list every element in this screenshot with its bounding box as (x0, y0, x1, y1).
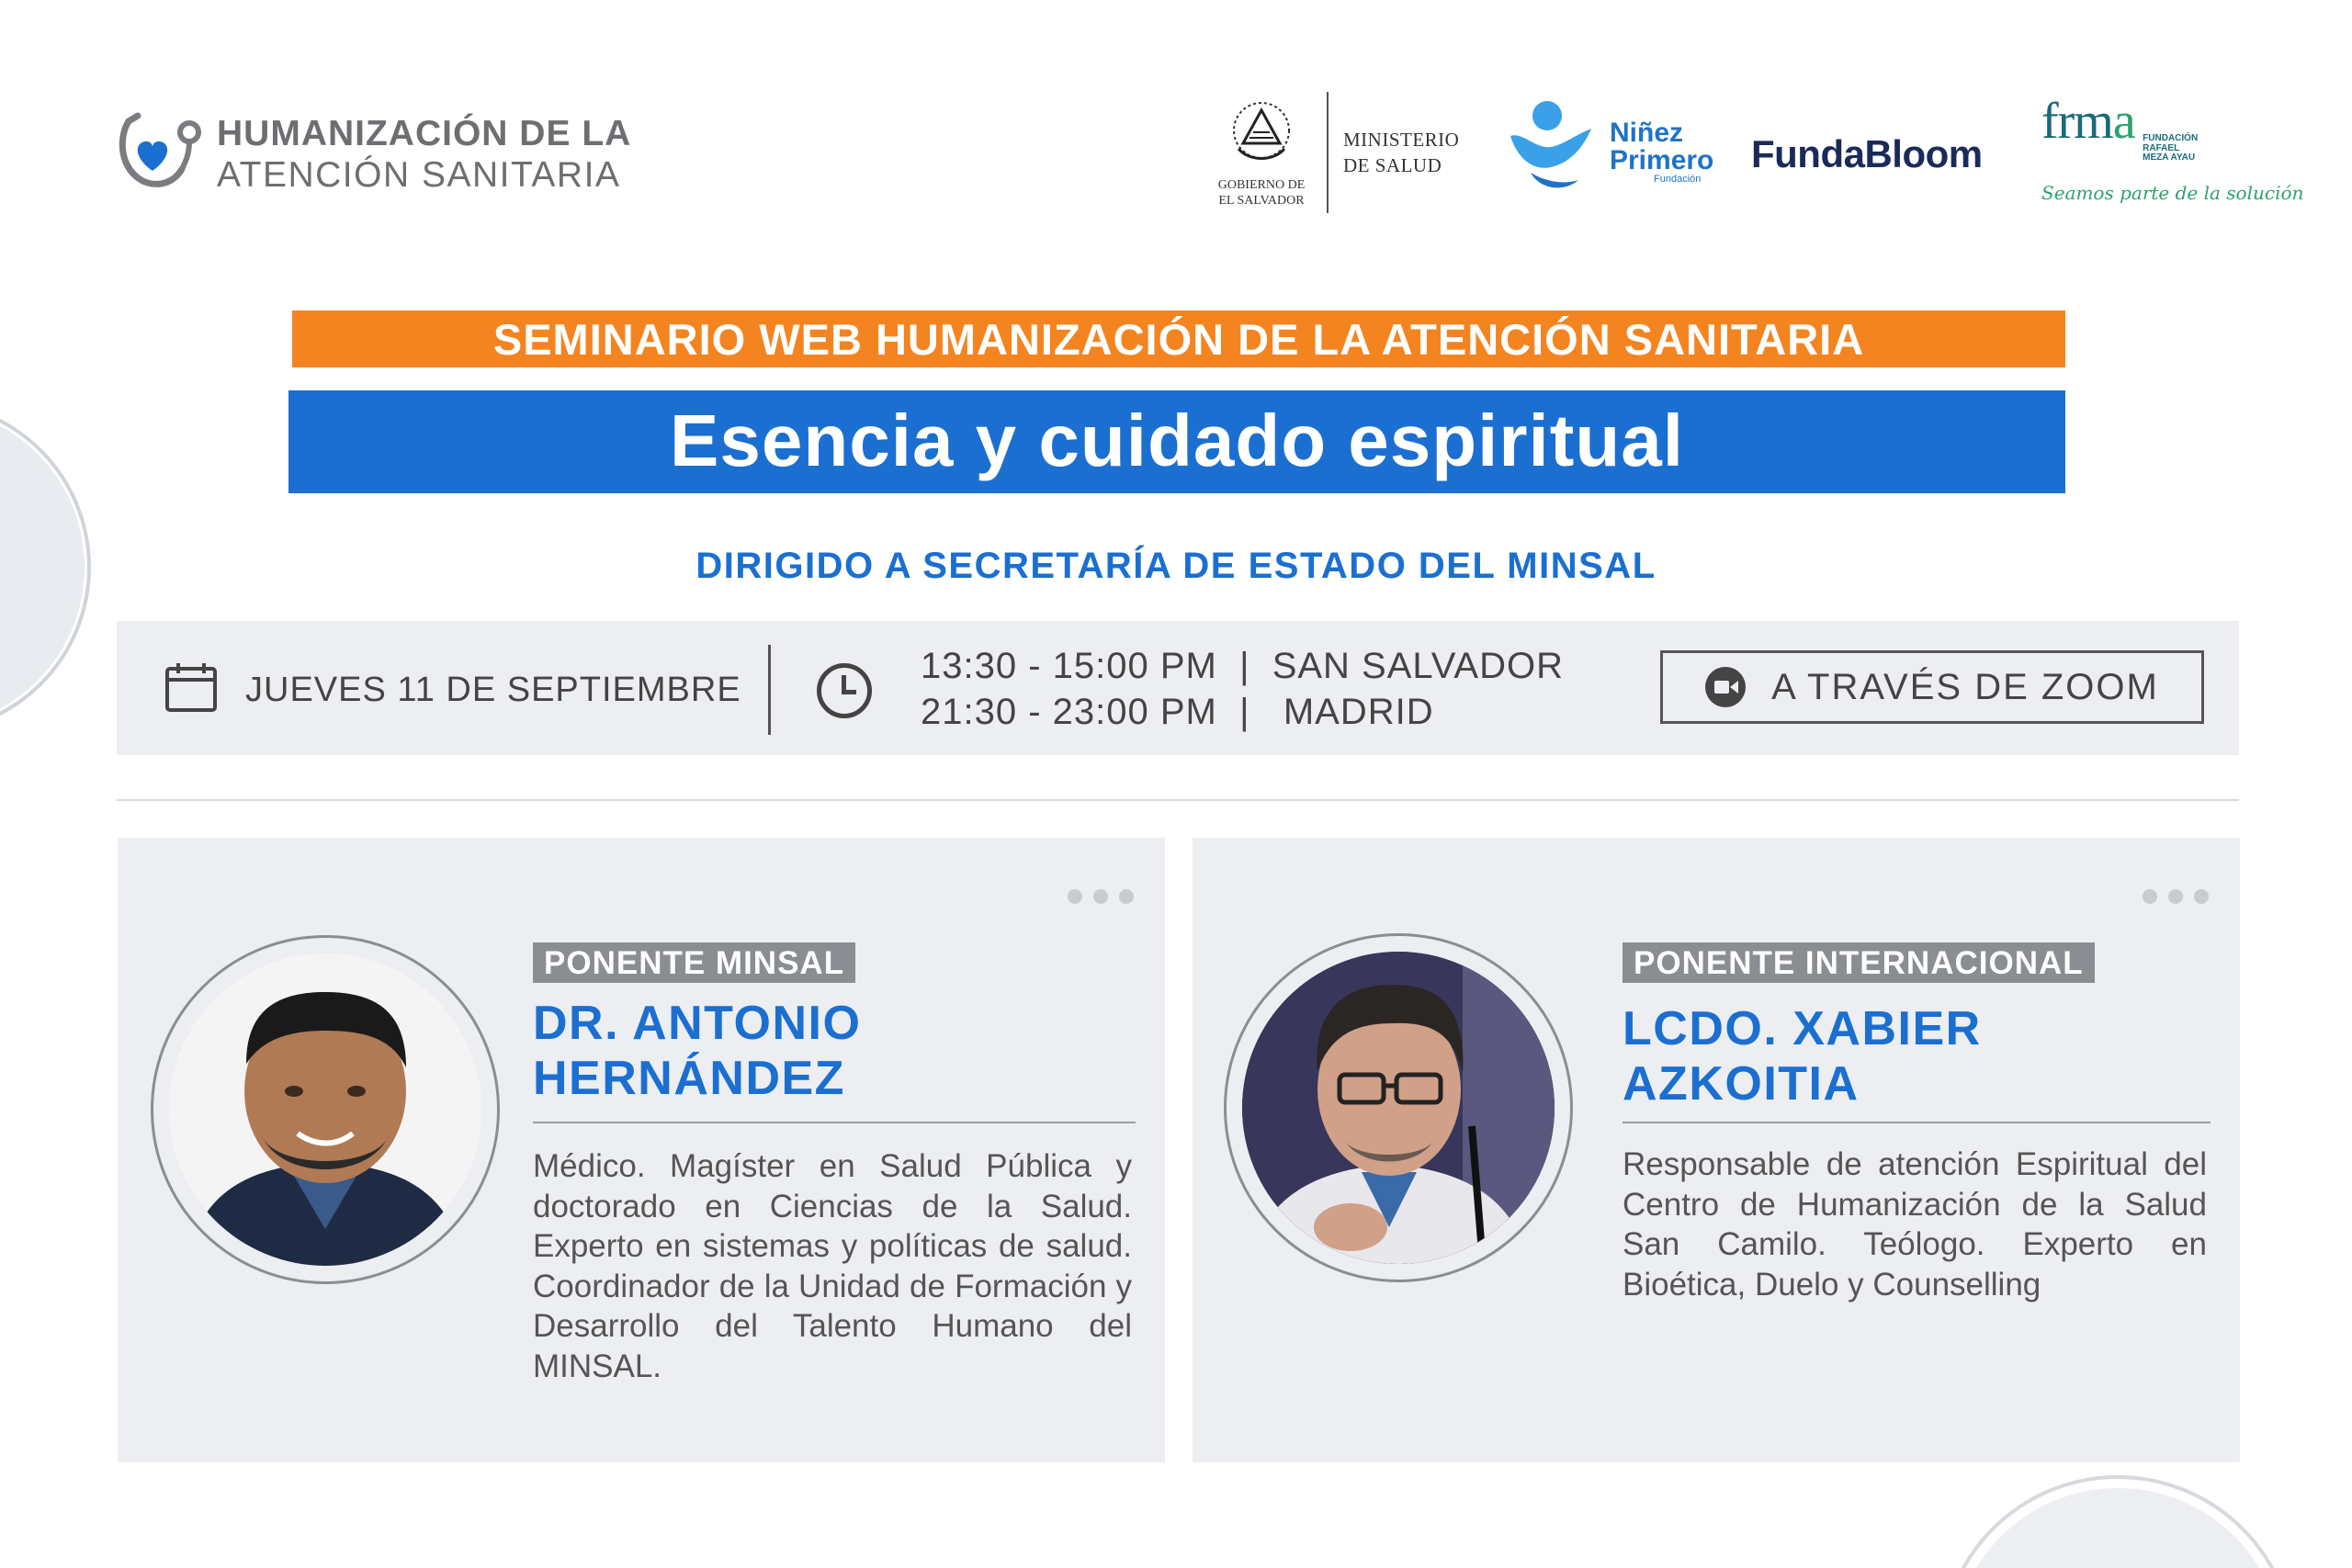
clock-icon (817, 663, 872, 718)
name-underline (533, 1122, 1136, 1123)
frma-wordmark-main: frm (2041, 93, 2113, 150)
frma-fundacion (2143, 134, 2198, 164)
frma-sub-1: FUNDACIÓN (2143, 133, 2199, 143)
frma-slogan: Seamos parte de la solución (2041, 181, 2304, 204)
info-divider (768, 645, 771, 735)
more-dots-icon (1068, 889, 1134, 904)
ministry-line2: DE SALUD (1343, 154, 1442, 176)
ninez-figure-icon (1503, 99, 1604, 205)
calendar-icon (164, 661, 218, 713)
ninez-line3: Fundación (1654, 174, 1702, 185)
el-salvador-seal-icon (1211, 97, 1312, 177)
frma-sub-2: RAFAEL (2143, 142, 2180, 153)
speaker-bio: Responsable de atención Espiritual del Centro de Humanización de la Salud San Camilo. Teólogo. Experto en Bioética, Duelo y Counselling (1623, 1146, 2207, 1303)
logo-divider (1327, 92, 1329, 213)
decorative-circle-bottom (1943, 1479, 2292, 1568)
speaker-bio: Médico. Magíster en Salud Pública y doctorado en Ciencias de la Salud. Experto en sistemas y políticas de salud. Coordinador de la Unidad de Formación y Desarrollo del Talento Humano del MINSAL. (533, 1148, 1132, 1384)
stethoscope-heart-icon (116, 108, 204, 200)
frma-sub-3: MEZA AYAU (2143, 152, 2196, 163)
series-title-band: SEMINARIO WEB HUMANIZACIÓN DE LA ATENCIÓN SANITARIA (292, 310, 2065, 367)
time-madrid: 21:30 - 23:00 PM | MADRID (921, 692, 1434, 732)
speaker-card-minsal (118, 838, 1165, 1462)
audience-subtitle: DIRIGIDO A SECRETARÍA DE ESTADO DEL MINSAL (695, 546, 1657, 586)
ministerio-salud-logo (1211, 92, 1459, 213)
event-title-band: Esencia y cuidado espiritual (288, 390, 2065, 493)
speaker-badge: PONENTE INTERNACIONAL (1623, 942, 2095, 983)
section-divider (117, 799, 2239, 801)
ninez-primero-logo (1503, 99, 1713, 205)
event-date: JUEVES 11 DE SEPTIEMBRE (245, 671, 741, 709)
gov-caption-2: EL SALVADOR (1218, 193, 1305, 208)
speaker-name (533, 996, 1139, 1106)
speaker-card-international (1193, 838, 2240, 1462)
frma-wordmark-last: a (2112, 93, 2135, 150)
humanizacion-logo (116, 108, 631, 200)
brand-title-line1: HUMANIZACIÓN DE LA (217, 114, 632, 153)
speaker-photo-xabier (1242, 952, 1555, 1264)
video-camera-icon (1705, 667, 1746, 707)
ministry-line1: MINISTERIO (1343, 128, 1460, 151)
speaker-name (1623, 1001, 2211, 1111)
brand-title-line2: ATENCIÓN SANITARIA (217, 155, 621, 195)
more-dots-icon (2143, 889, 2209, 904)
fundabloom-logo: FundaBloom (1751, 132, 1983, 175)
ninez-line1: Niñez (1610, 118, 1684, 148)
zoom-button[interactable] (1660, 650, 2204, 724)
frma-logo (2041, 93, 2304, 204)
speaker-photo-frame (1224, 933, 1573, 1282)
speaker-badge: PONENTE MINSAL (533, 942, 855, 983)
speaker-photo-frame (151, 935, 500, 1284)
speaker-name-line1: DR. ANTONIO (533, 997, 862, 1050)
speaker-photo-antonio (169, 953, 481, 1266)
speaker-name-line1: LCDO. XABIER (1623, 1002, 1982, 1055)
speaker-name-line2: HERNÁNDEZ (533, 1052, 845, 1105)
name-underline (1623, 1122, 2211, 1123)
zoom-label: A TRAVÉS DE ZOOM (1771, 666, 2159, 707)
speaker-name-line2: AZKOITIA (1623, 1057, 1860, 1111)
frma-wordmark (2041, 93, 2135, 150)
event-times (921, 643, 1564, 735)
ninez-line2: Primero (1610, 145, 1714, 175)
time-san-salvador: 13:30 - 15:00 PM | SAN SALVADOR (921, 646, 1564, 686)
event-info-bar (117, 621, 2239, 755)
gov-caption-1: GOBIERNO DE (1217, 177, 1306, 192)
